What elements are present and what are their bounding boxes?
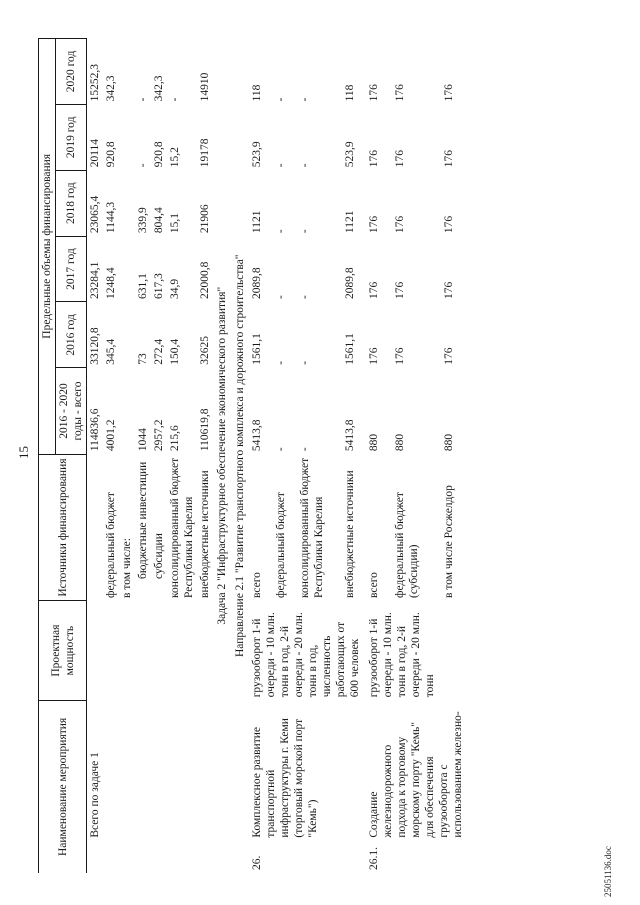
summary-value: 342,3: [153, 75, 166, 102]
item-26-1-number: 26.1.: [368, 847, 381, 870]
item-26-value: -: [299, 447, 312, 452]
task-heading: Задача 2 "Инфраструктурное обеспечение экономического развития": [216, 286, 229, 625]
table-body: [87, 39, 468, 874]
summary-value: 15,1: [169, 212, 182, 234]
table-row: [366, 39, 392, 874]
summary-value: 34,9: [169, 278, 182, 299]
summary-value: 920,8: [105, 141, 118, 168]
summary-value: [119, 39, 135, 105]
summary-value: 32625: [199, 336, 212, 365]
summary-title: Всего по задаче 1: [89, 752, 102, 838]
header-year-2017: 2017 год: [56, 236, 87, 302]
item-26-1-value: 176: [443, 150, 456, 168]
item-26-value: -: [275, 360, 288, 365]
summary-value: 114836,6: [89, 408, 102, 452]
item-26-value: 1561,1: [344, 333, 357, 365]
header-financing-group: Предельные объемы финансирования: [39, 39, 56, 455]
document-code: 25051136.doc: [603, 846, 613, 897]
summary-value: 215,6: [169, 425, 182, 452]
item-26-1-value: 880: [394, 433, 407, 452]
item-26-1-source: в том числе Росжелдор: [443, 485, 456, 598]
summary-value: 345,4: [105, 338, 118, 365]
summary-value: -: [169, 97, 182, 102]
summary-value: 804,4: [153, 207, 166, 234]
header-year-2019: 2019 год: [56, 104, 87, 170]
summary-value: 2957,2: [153, 419, 166, 452]
summary-value: [119, 104, 135, 170]
item-26-1-value: 176: [394, 347, 407, 365]
item-26-value: -: [275, 163, 288, 168]
summary-value: 73: [137, 353, 150, 365]
summary-value: 19178: [199, 138, 212, 168]
item-26-capacity: грузооборот 1-й очереди - 10 млн. тонн в год, 2-й очереди - 20 млн. тонн в год, численность работающих от 600 человек: [251, 612, 362, 698]
summary-number: [87, 841, 214, 873]
header-year-total: 2016 - 2020 годы - всего: [56, 368, 87, 454]
summary-value: 15,2: [169, 147, 182, 168]
item-26-1-value: 176: [394, 281, 407, 299]
item-26-value: 5413,8: [251, 419, 264, 452]
summary-value: [119, 236, 135, 302]
summary-value: 22000,8: [199, 261, 212, 299]
direction-heading: Направление 2.1 "Развитие транспортного комплекса и дорожного строительства": [234, 254, 247, 657]
item-26-1-value: 176: [443, 215, 456, 234]
item-26-1-value: 176: [368, 281, 381, 299]
summary-source: [87, 454, 104, 601]
summary-value: 272,4: [153, 338, 166, 365]
summary-value: -: [137, 163, 150, 168]
item-26-value: 523,9: [344, 141, 357, 168]
item-26-1-source: всего: [368, 572, 381, 598]
item-26-value: -: [275, 229, 288, 234]
item-26-1-value: 176: [368, 150, 381, 168]
table-row: [87, 39, 104, 874]
item-26-1-value: 176: [394, 84, 407, 102]
item-26-value: -: [275, 295, 288, 299]
item-26-value: -: [299, 163, 312, 168]
item-26-1-source: федеральный бюджет (субсидии): [394, 492, 421, 598]
item-26-number: 26.: [251, 855, 264, 870]
financing-table: [38, 38, 467, 873]
summary-value: 21906: [199, 204, 212, 234]
summary-value: [119, 170, 135, 236]
summary-value: 150,4: [169, 338, 182, 365]
item-26-value: -: [275, 97, 288, 102]
item-26-1-value: 176: [368, 84, 381, 102]
summary-value: [119, 368, 135, 454]
item-26-source: консолидированный бюджет Республики Карелия: [299, 457, 326, 598]
item-26-value: -: [299, 360, 312, 365]
summary-value: 23284,1: [89, 261, 102, 299]
summary-source: в том числе:: [121, 538, 134, 598]
header-year-2020: 2020 год: [56, 39, 87, 105]
summary-value: 920,8: [153, 141, 166, 168]
header-capacity: Проектная мощность: [39, 601, 87, 700]
item-26-1-value: 880: [443, 433, 456, 452]
header-sources: Источники финансирования: [39, 454, 87, 601]
item-26-1-value: 176: [394, 150, 407, 168]
item-26-1-value: 880: [368, 433, 381, 452]
page-number: 15: [16, 446, 31, 459]
summary-value: 33120,8: [89, 327, 102, 365]
item-26-value: 1561,1: [251, 333, 264, 365]
summary-capacity: [87, 601, 214, 700]
item-26-value: -: [299, 97, 312, 102]
item-26-value: -: [275, 447, 288, 452]
summary-value: [119, 302, 135, 368]
summary-value: 15252,3: [89, 64, 102, 102]
summary-source: внебюджетные источники: [199, 470, 212, 598]
summary-value: 339,9: [137, 207, 150, 234]
summary-value: 14910: [199, 72, 212, 102]
header-year-2016: 2016 год: [56, 302, 87, 368]
item-26-1-value: 176: [443, 281, 456, 299]
item-26-source: внебюджетные источники: [344, 470, 357, 598]
summary-source: федеральный бюджет: [105, 492, 118, 598]
summary-value: 23065,4: [89, 195, 102, 234]
header-event-name: Наименование мероприятия: [39, 700, 87, 873]
summary-value: 1144,3: [105, 201, 118, 234]
item-26-value: 523,9: [251, 141, 264, 168]
item-26-1-name: Создание железнодорожного подхода к торговому морскому порту "Кемь" для обеспечения грузооборота с использованием железно-: [368, 711, 465, 838]
item-26-value: 118: [344, 84, 357, 102]
table-row: [249, 39, 273, 874]
summary-value: 1248,4: [105, 267, 118, 299]
summary-value: 617,3: [153, 273, 166, 299]
item-26-value: 2089,8: [251, 267, 264, 299]
item-26-1-value: 176: [368, 347, 381, 365]
item-26-value: 118: [251, 84, 264, 102]
section-heading-row: [213, 39, 231, 874]
item-26-source: федеральный бюджет: [275, 492, 288, 598]
summary-value: -: [137, 97, 150, 102]
item-26-1-value: 176: [368, 215, 381, 234]
item-26-1-value: 176: [394, 215, 407, 234]
summary-value: 4001,2: [105, 419, 118, 452]
summary-source: бюджетные инвестиции: [137, 461, 150, 579]
item-26-value: 5413,8: [344, 419, 357, 452]
summary-source: субсидии: [153, 533, 166, 579]
summary-value: 20114: [89, 138, 102, 168]
item-26-value: 1121: [344, 210, 357, 234]
item-26-1-value: 176: [443, 84, 456, 102]
item-26-name: Комплексное развитие транспортной инфраструктуры г. Кеми (торговый морской порт "Кемь"): [251, 718, 320, 838]
item-26-source: всего: [251, 572, 264, 598]
summary-value: 631,1: [137, 273, 150, 299]
section-heading-row: [231, 39, 249, 874]
summary-source: консолидированный бюджет Республики Карелия: [169, 457, 196, 598]
item-26-1-value: 176: [443, 347, 456, 365]
summary-value: 342,3: [105, 75, 118, 102]
item-26-1-capacity: грузооборот 1-й очереди - 10 млн. тонн в год, 2-й очереди - 20 млн. тонн: [368, 612, 437, 698]
item-26-value: 2089,8: [344, 267, 357, 299]
header-year-2018: 2018 год: [56, 170, 87, 236]
summary-value: 110619,8: [199, 408, 212, 452]
item-26-value: 1121: [251, 210, 264, 234]
item-26-value: -: [299, 295, 312, 299]
summary-value: 1044: [137, 428, 150, 452]
item-26-value: -: [299, 229, 312, 234]
